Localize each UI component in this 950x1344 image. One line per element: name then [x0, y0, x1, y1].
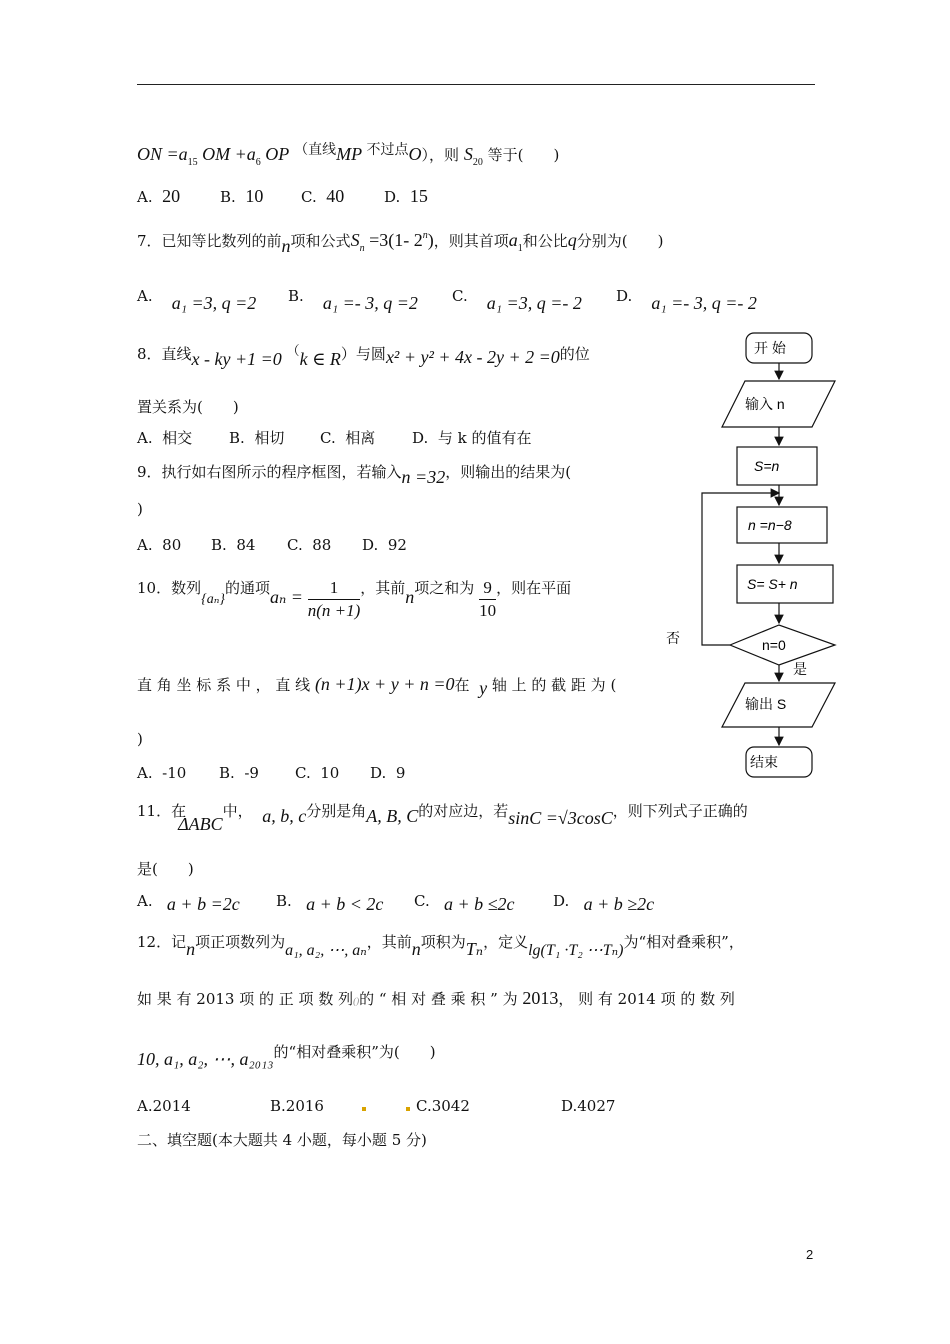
flow-step2-text: S= S+ n [747, 576, 798, 592]
section-heading: 二、填空题(本大题共 4 小题，每小题 5 分) [137, 1131, 427, 1149]
q8-option-c: C. 相离 [320, 429, 376, 447]
flow-no-label: 否 [666, 630, 680, 646]
q10-option-c: C. 10 [295, 764, 340, 782]
q6-stem: ON $=a_{15}$ OM $+a_6$ OP （直线MP 不过点O），则 $S_{20}$ 等于( ) [137, 142, 560, 168]
q12-option-b: B.2016 [270, 1097, 324, 1115]
flow-decision-text: n=0 [762, 637, 786, 653]
q8-option-d: D. 与 k 的值有在 [412, 429, 532, 447]
flow-end-text: 结束 [750, 754, 778, 770]
q7-option-a: A. a₁ =3, q =2 [137, 287, 257, 313]
q6-option-a: A. 20 [137, 186, 181, 206]
flow-step1-text: n =n−8 [748, 517, 792, 533]
q12-option-d: D.4027 [561, 1097, 616, 1115]
q9-stem-cont: ) [137, 500, 143, 518]
q6-option-b: B. 10 [220, 186, 264, 206]
flow-assign-text: S=n [754, 458, 780, 474]
flow-input-text: 输入 n [745, 396, 785, 412]
q10-option-a: A. -10 [137, 764, 187, 782]
flow-output-text: 输出 S [745, 696, 787, 712]
q7-option-c: C. a₁ =3, q =- 2 [452, 287, 582, 313]
q12-stem: 12．记n项正项数列为a₁, a₂, ⋯, aₙ，其前n项积为Tₙ，定义lg(T₁ ·T₂ ⋯Tₙ)为“相对叠乘积”， [137, 933, 744, 959]
q10-fraction: $\frac{1}{n(n +1)}$ [307, 577, 361, 620]
q8-stem-cont: 置关系为( ) [137, 398, 239, 416]
q10-option-d: D. 9 [370, 764, 406, 782]
q8-stem: 8．直线x - ky +1 =0 （k ∈ R）与圆x² + y² + 4x - 2y + 2 =0的位 [137, 344, 590, 369]
q12-option-a: A.2014 [137, 1097, 191, 1115]
q11-option-b: B. a + b < 2c [276, 892, 384, 914]
q11-option-c: C. a + b ≤2c [414, 892, 515, 914]
q10-stem-cont2: ) [137, 730, 143, 748]
q12-stem-cont: 如 果 有 2013 项 的 正 项 数 列()的 “ 相 对 叠 乘 积 ” 为 2013， 则 有 2014 项 的 数 列 [137, 988, 735, 1008]
q11-stem: 11．在ΔABC中， a, b, c分别是角A, B, C的对应边，若sinC =√3cosC，则下列式子正确的 [137, 802, 748, 834]
flow-start-text: 开 始 [754, 340, 786, 356]
q12-stem-cont2: 10, a₁, a₂, ⋯, a₂₀₁₃的“相对叠乘积”为( ) [137, 1043, 436, 1069]
flow-yes-label: 是 [793, 661, 807, 677]
q10-sum-fraction: $\frac{9}{10}$ [479, 577, 497, 620]
q6-option-c: C. 40 [301, 186, 345, 206]
q7-option-d: D. a₁ =- 3, q =- 2 [616, 287, 757, 313]
q10-stem: 10．数列{aₙ}的通项aₙ = $\frac{1}{n(n +1)}$ ，其前n项之和为 $\frac{9}{10}$ ，则在平面 [137, 577, 572, 620]
q7-option-b: B. a₁ =- 3, q =2 [288, 287, 418, 313]
q11-option-a: A. a + b =2c [137, 892, 240, 914]
q8-option-a: A. 相交 [137, 429, 193, 447]
q10-option-b: B. -9 [219, 764, 259, 782]
q6-option-d: D. 15 [384, 186, 428, 206]
q9-option-a: A. 80 [137, 536, 182, 554]
stray-mark [406, 1107, 410, 1111]
q9-option-c: C. 88 [287, 536, 332, 554]
stray-mark [362, 1107, 366, 1111]
q8-option-b: B. 相切 [229, 429, 285, 447]
q7-stem: 7．已知等比数列的前n项和公式$S_n =3(1-$ 2$^n$)，则其首项$a_1$和公比q分别为( ) [137, 230, 664, 256]
q12-option-c: C.3042 [416, 1097, 470, 1115]
q9-option-d: D. 92 [362, 536, 407, 554]
q11-option-d: D. a + b ≥2c [553, 892, 655, 914]
q9-option-b: B. 84 [211, 536, 256, 554]
q10-stem-cont: 直 角 坐 标 系 中 ， 直 线 (n +1)x + y + n =0在 y 轴 上 的 截 距 为 ( [137, 674, 617, 698]
header-rule [137, 84, 815, 85]
page-number: 2 [806, 1247, 814, 1262]
q9-stem: 9．执行如右图所示的程序框图，若输入n =32，则输出的结果为( [137, 463, 572, 487]
q11-stem-cont: 是( ) [137, 860, 194, 878]
flowchart [650, 325, 850, 785]
